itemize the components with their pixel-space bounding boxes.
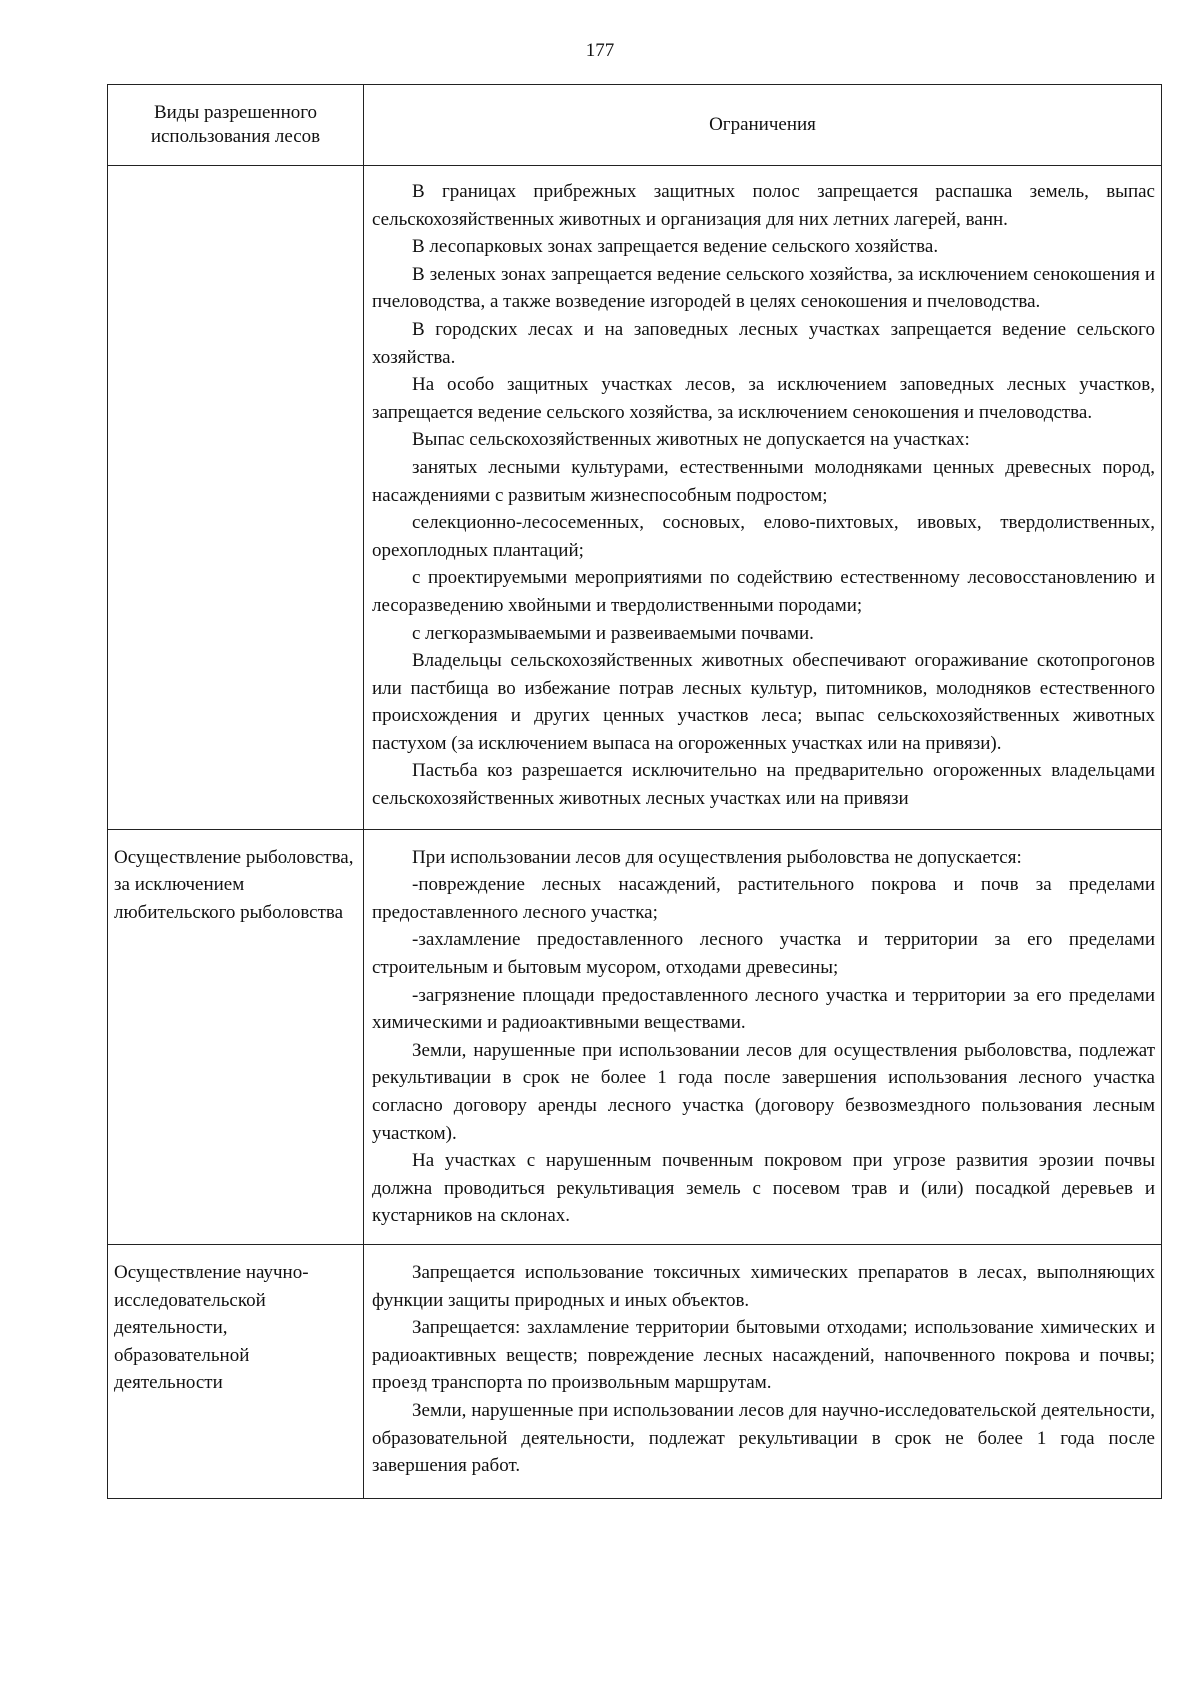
- paragraph: -захламление предоставленного лесного участка и территории за его пределами строительным и бытовым мусором, отходами древесины;: [372, 929, 1155, 979]
- paragraph: В лесопарковых зонах запрещается ведение сельского хозяйства.: [412, 236, 939, 258]
- paragraph: На участках с нарушенным почвенным покровом при угрозе развития эрозии почвы должна проводиться рекультивация земель с посевом трав и (или) посадкой деревьев и кустарников на склонах.: [372, 1150, 1155, 1227]
- paragraph: В городских лесах и на заповедных лесных участках запрещается ведение сельского хозяйства.: [372, 318, 1155, 368]
- paragraph: В зеленых зонах запрещается ведение сельского хозяйства, за исключением сенокошения и пчеловодства, а также возведение изгородей в целях сенокошения и пчеловодства.: [372, 263, 1155, 313]
- header-restrictions: Ограничения: [364, 85, 1162, 166]
- paragraph: Земли, нарушенные при использовании лесов для научно-исследовательской деятельности, образовательной деятельности, подлежат рекультивации в срок не более 1 года после завершения работ.: [372, 1399, 1155, 1477]
- paragraph: На особо защитных участках лесов, за исключением заповедных лесных участков, запрещается ведение сельского хозяйства, за исключением сенокошения и пчеловодства.: [372, 374, 1155, 423]
- restrictions-table: [107, 84, 1162, 1499]
- row-kind-cell: Осуществление рыболовства, за исключением любительского рыболовства: [108, 829, 364, 1244]
- table-row: [108, 1244, 1162, 1498]
- header-kind: Виды разрешенного использования лесов: [108, 85, 364, 166]
- paragraph: -загрязнение площади предоставленного лесного участка и территории за его пределами химическими и радиоактивными веществами.: [372, 984, 1155, 1034]
- paragraph: Выпас сельскохозяйственных животных не допускается на участках:: [412, 429, 970, 451]
- paragraph: -повреждение лесных насаждений, растительного покрова и почв за пределами предоставленного лесного участка;: [372, 874, 1155, 923]
- table-row: [108, 829, 1162, 1244]
- row-restrictions-cell: [364, 166, 1162, 830]
- paragraph: селекционно-лесосеменных, сосновых, елово-пихтовых, ивовых, твердолиственных, орехоплодных плантаций;: [372, 512, 1155, 561]
- paragraph: Земли, нарушенные при использовании лесов для осуществления рыболовства, подлежат рекультивации в срок не более 1 года после завершения использования лесного участка согласно договору аренды лесного участка (договору безвозмездного пользования лесным участком).: [372, 1039, 1155, 1144]
- paragraph: с проектируемыми мероприятиями по содействию естественному лесовосстановлению и лесоразведению хвойными и твердолиственными породами;: [372, 567, 1155, 616]
- row-kind-cell: Осуществление научно-исследовательской деятельности, образовательной деятельности: [108, 1244, 364, 1498]
- paragraph: При использовании лесов для осуществления рыболовства не допускается:: [412, 846, 1022, 868]
- table-header-row: [108, 85, 1162, 166]
- paragraph: Пастьба коз разрешается исключительно на предварительно огороженных владельцами сельскохозяйственных животных лесных участках или на привязи: [372, 760, 1155, 810]
- paragraph: занятых лесными культурами, естественными молодняками ценных древесных пород, насаждениями с развитым жизнеспособным подростом;: [372, 456, 1155, 506]
- table-row: [108, 166, 1162, 830]
- paragraph: Владельцы сельскохозяйственных животных обеспечивают огораживание скотопрогонов или пастбища во избежание потрав лесных культур, питомников, молодняков естественного происхождения и других ценных участков леса; выпас сельскохозяйственных животных пастухом (за исключением выпаса на огороженных участках или на привязи).: [372, 650, 1155, 754]
- paragraph: Запрещается использование токсичных химических препаратов в лесах, выполняющих функции защиты природных и иных объектов.: [372, 1261, 1155, 1311]
- row-restrictions-cell: [364, 1244, 1162, 1498]
- paragraph: Запрещается: захламление территории бытовыми отходами; использование химических и радиоактивных веществ; повреждение лесных насаждений, напочвенного покрова и почвы; проезд транспорта по произвольным маршрутам.: [372, 1317, 1155, 1394]
- row-restrictions-cell: [364, 829, 1162, 1244]
- paragraph: В границах прибрежных защитных полос запрещается распашка земель, выпас сельскохозяйственных животных и организация для них летних лагерей, ванн.: [372, 181, 1155, 230]
- page-number: 177: [585, 40, 615, 61]
- row-kind-cell: [108, 166, 364, 830]
- paragraph: с легкоразмываемыми и развеиваемыми почвами.: [412, 622, 814, 644]
